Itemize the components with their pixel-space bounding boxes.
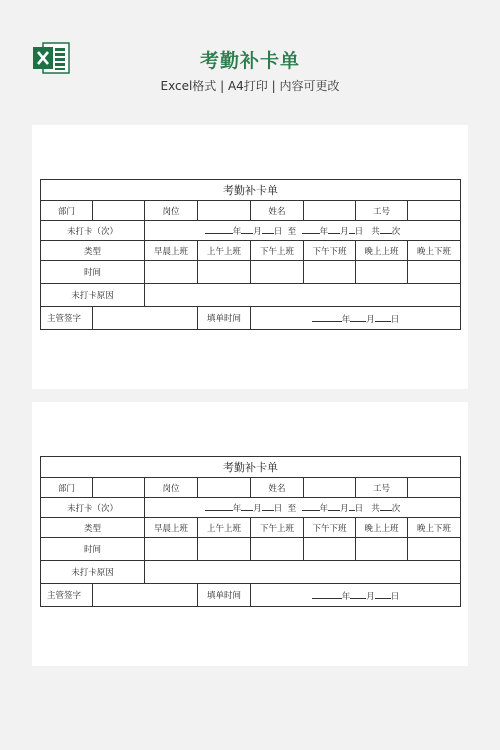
type-header: 晚上下班 (408, 518, 461, 538)
post-label: 岗位 (145, 478, 198, 498)
reason-label: 未打卡原因 (41, 561, 145, 584)
type-header: 晚上上班 (356, 518, 408, 538)
name-label: 姓名 (251, 478, 304, 498)
missed-period-field[interactable]: 年 月 日 至 年 月 日 共 次 (145, 498, 461, 518)
id-label: 工号 (356, 478, 408, 498)
dept-label: 部门 (41, 201, 93, 221)
page-subtitle: Excel格式 | A4打印 | 内容可更改 (160, 79, 340, 93)
time-field[interactable] (304, 538, 356, 561)
time-field[interactable] (408, 538, 461, 561)
attendance-form (40, 179, 461, 330)
type-label: 类型 (41, 241, 145, 261)
type-header: 早晨上班 (145, 518, 198, 538)
attendance-form (40, 456, 461, 607)
time-field[interactable] (145, 261, 198, 284)
time-field[interactable] (408, 261, 461, 284)
name-field[interactable] (304, 201, 356, 221)
reason-field[interactable] (145, 284, 461, 307)
type-header: 下午下班 (304, 241, 356, 261)
supervisor-signature-field[interactable] (93, 584, 198, 607)
supervisor-label: 主管签字 (41, 584, 93, 607)
form-sheet (32, 125, 468, 389)
time-field[interactable] (356, 261, 408, 284)
dept-label: 部门 (41, 478, 93, 498)
type-header: 下午上班 (251, 241, 304, 261)
fill-date-field[interactable]: 年 月 日 (251, 584, 461, 607)
missed-period-field[interactable]: 年 月 日 至 年 月 日 共 次 (145, 221, 461, 241)
type-header: 晚上下班 (408, 241, 461, 261)
supervisor-signature-field[interactable] (93, 307, 198, 330)
type-header: 上午上班 (198, 518, 251, 538)
time-field[interactable] (198, 538, 251, 561)
type-header: 下午上班 (251, 518, 304, 538)
type-label: 类型 (41, 518, 145, 538)
fill-time-label: 填单时间 (198, 307, 251, 330)
id-label: 工号 (356, 201, 408, 221)
type-header: 上午上班 (198, 241, 251, 261)
time-field[interactable] (251, 538, 304, 561)
page-title: 考勤补卡单 (199, 50, 300, 72)
type-header: 早晨上班 (145, 241, 198, 261)
reason-label: 未打卡原因 (41, 284, 145, 307)
time-field[interactable] (304, 261, 356, 284)
name-field[interactable] (304, 478, 356, 498)
form-title: 考勤补卡单 (41, 457, 461, 478)
post-label: 岗位 (145, 201, 198, 221)
type-header: 晚上上班 (356, 241, 408, 261)
time-label: 时间 (41, 261, 145, 284)
fill-time-label: 填单时间 (198, 584, 251, 607)
missed-label: 未打卡（次） (41, 498, 145, 518)
time-field[interactable] (251, 261, 304, 284)
dept-field[interactable] (93, 201, 145, 221)
time-field[interactable] (356, 538, 408, 561)
id-field[interactable] (408, 201, 461, 221)
id-field[interactable] (408, 478, 461, 498)
name-label: 姓名 (251, 201, 304, 221)
post-field[interactable] (198, 201, 251, 221)
dept-field[interactable] (93, 478, 145, 498)
reason-field[interactable] (145, 561, 461, 584)
supervisor-label: 主管签字 (41, 307, 93, 330)
fill-date-field[interactable]: 年 月 日 (251, 307, 461, 330)
form-title: 考勤补卡单 (41, 180, 461, 201)
type-header: 下午下班 (304, 518, 356, 538)
time-label: 时间 (41, 538, 145, 561)
time-field[interactable] (145, 538, 198, 561)
form-sheet (32, 402, 468, 666)
page-header (0, 0, 500, 110)
missed-label: 未打卡（次） (41, 221, 145, 241)
post-field[interactable] (198, 478, 251, 498)
time-field[interactable] (198, 261, 251, 284)
